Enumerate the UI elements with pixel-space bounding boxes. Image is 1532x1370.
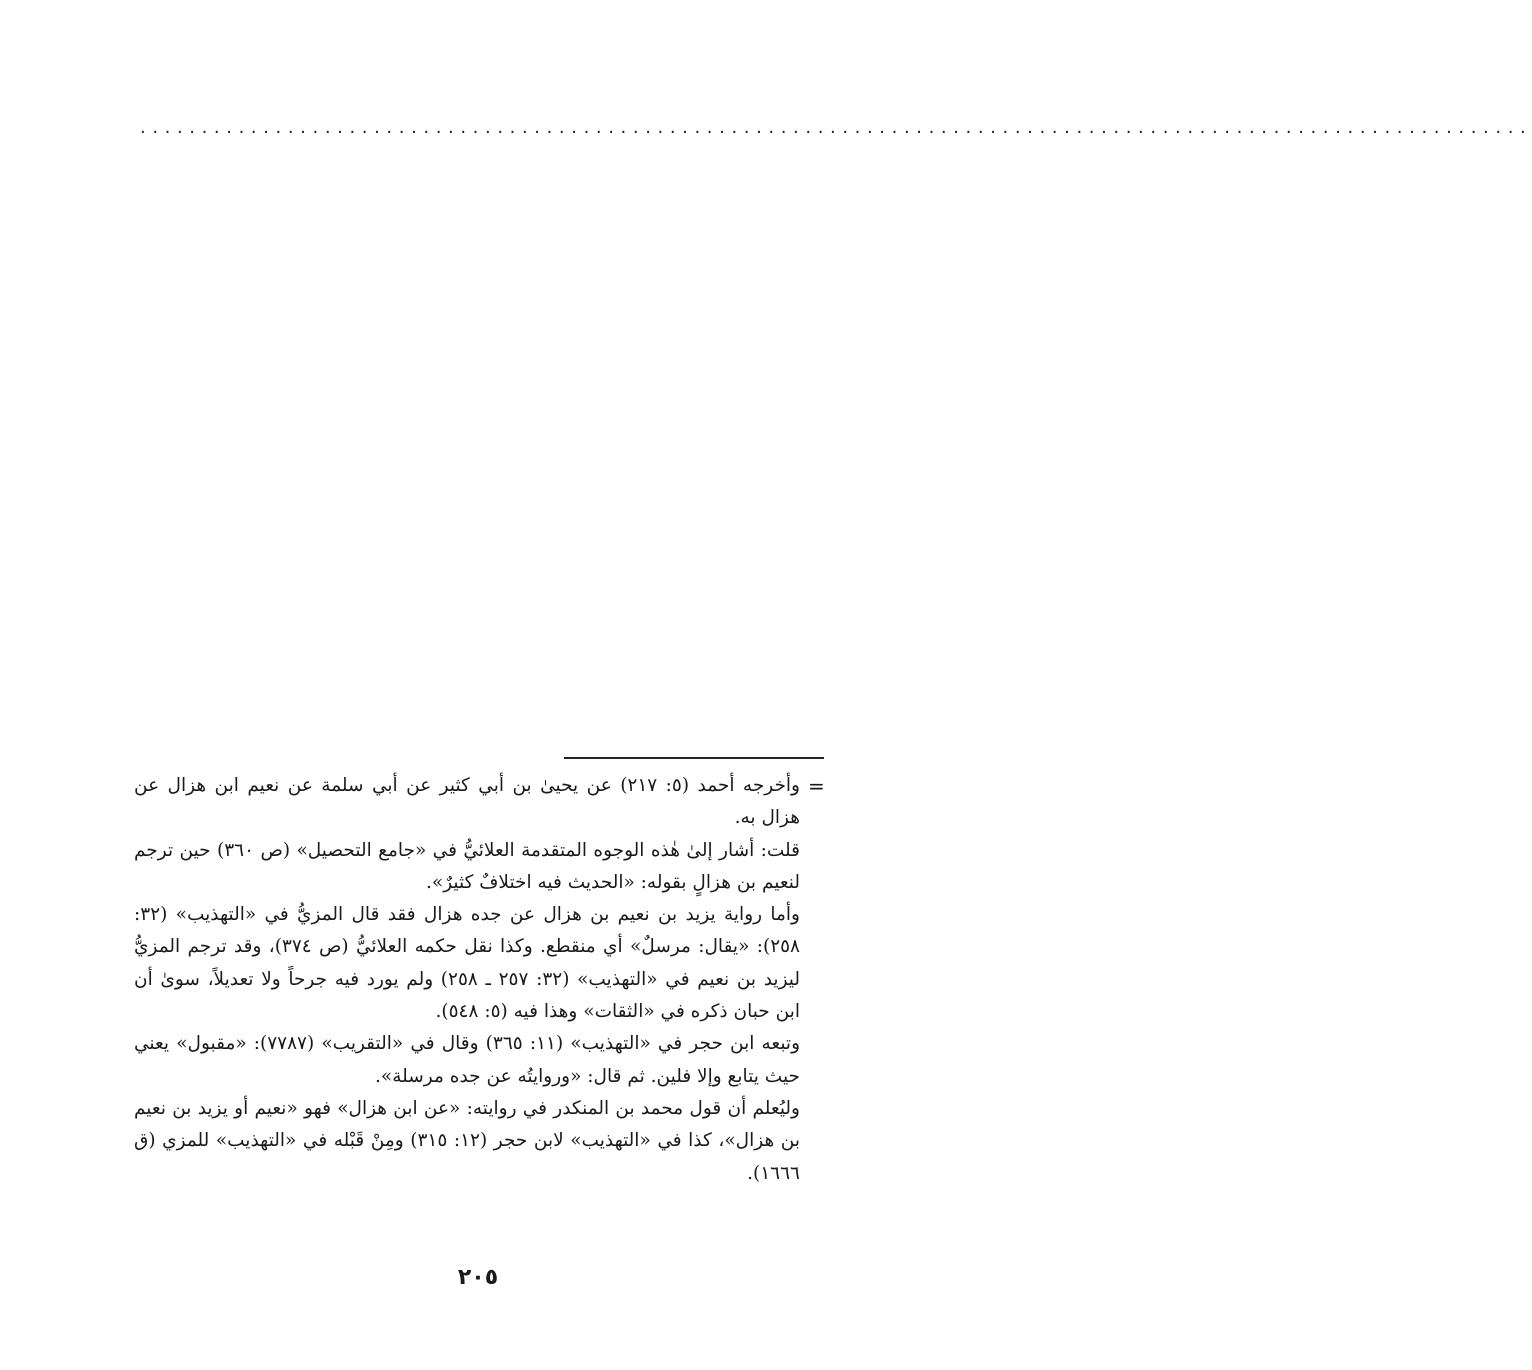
page-number: ٢٠٥ (457, 1265, 499, 1290)
footnote-paragraph: وأما رواية يزيد بن نعيم بن هزال عن جده هزال فقد قال المزيُّ في «التهذيب» (٣٢: ٢٥٨): «يقال: مرسلٌ» أي منقطع. وكذا نقل حكمه العلائيُّ (ص ٣٧٤)، وقد ترجم المزيُّ ليزيد بن نعيم في «التهذيب» (٣٢: ٢٥٧ ـ ٢٥٨) ولم يورد فيه جرحاً ولا تعديلاً، سوىٰ أن ابن حبان ذكره في «الثقات» وهذا فيه (٥: ٥٤٨). (134, 904, 801, 1023)
footnote-paragraph: وليُعلم أن قول محمد بن المنكدر في روايته: «عن ابن هزال» فهو «نعيم أو يزيد بن نعيم بن هزال»، كذا في «التهذيب» لابن حجر (١٢: ٣١٥) ومِنْ قَبْله في «التهذيب» للمزي (ق ١٦٦٦). (134, 1097, 800, 1184)
footnote-paragraph: قلت: أشار إلىٰ هٰذه الوجوه المتقدمة العلائيُّ في «جامع التحصيل» (ص ٣٦٠) حين ترجم لنعيم بن هزالٍ بقوله: «الحديث فيه اختلافٌ كثيرٌ». (134, 839, 801, 893)
footnote-rule (564, 757, 824, 759)
dotted-separator: ................................................................................................................. (140, 117, 1532, 138)
footnote-paragraph: وتبعه ابن حجر في «التهذيب» (١١: ٣٦٥) وقال في «التقريب» (٧٧٨٧): «مقبول» يعني حيث يتابع وإلا فلين. ثم قال: «وروايتُه عن جده مرسلة». (134, 1033, 801, 1087)
continuation-mark: = (808, 774, 825, 798)
footnotes-block (134, 770, 800, 1190)
footnote-paragraph: وأخرجه أحمد (٥: ٢١٧) عن يحيىٰ بن أبي كثير عن أبي سلمة عن نعيم ابن هزال عن هزال به. (134, 775, 800, 829)
